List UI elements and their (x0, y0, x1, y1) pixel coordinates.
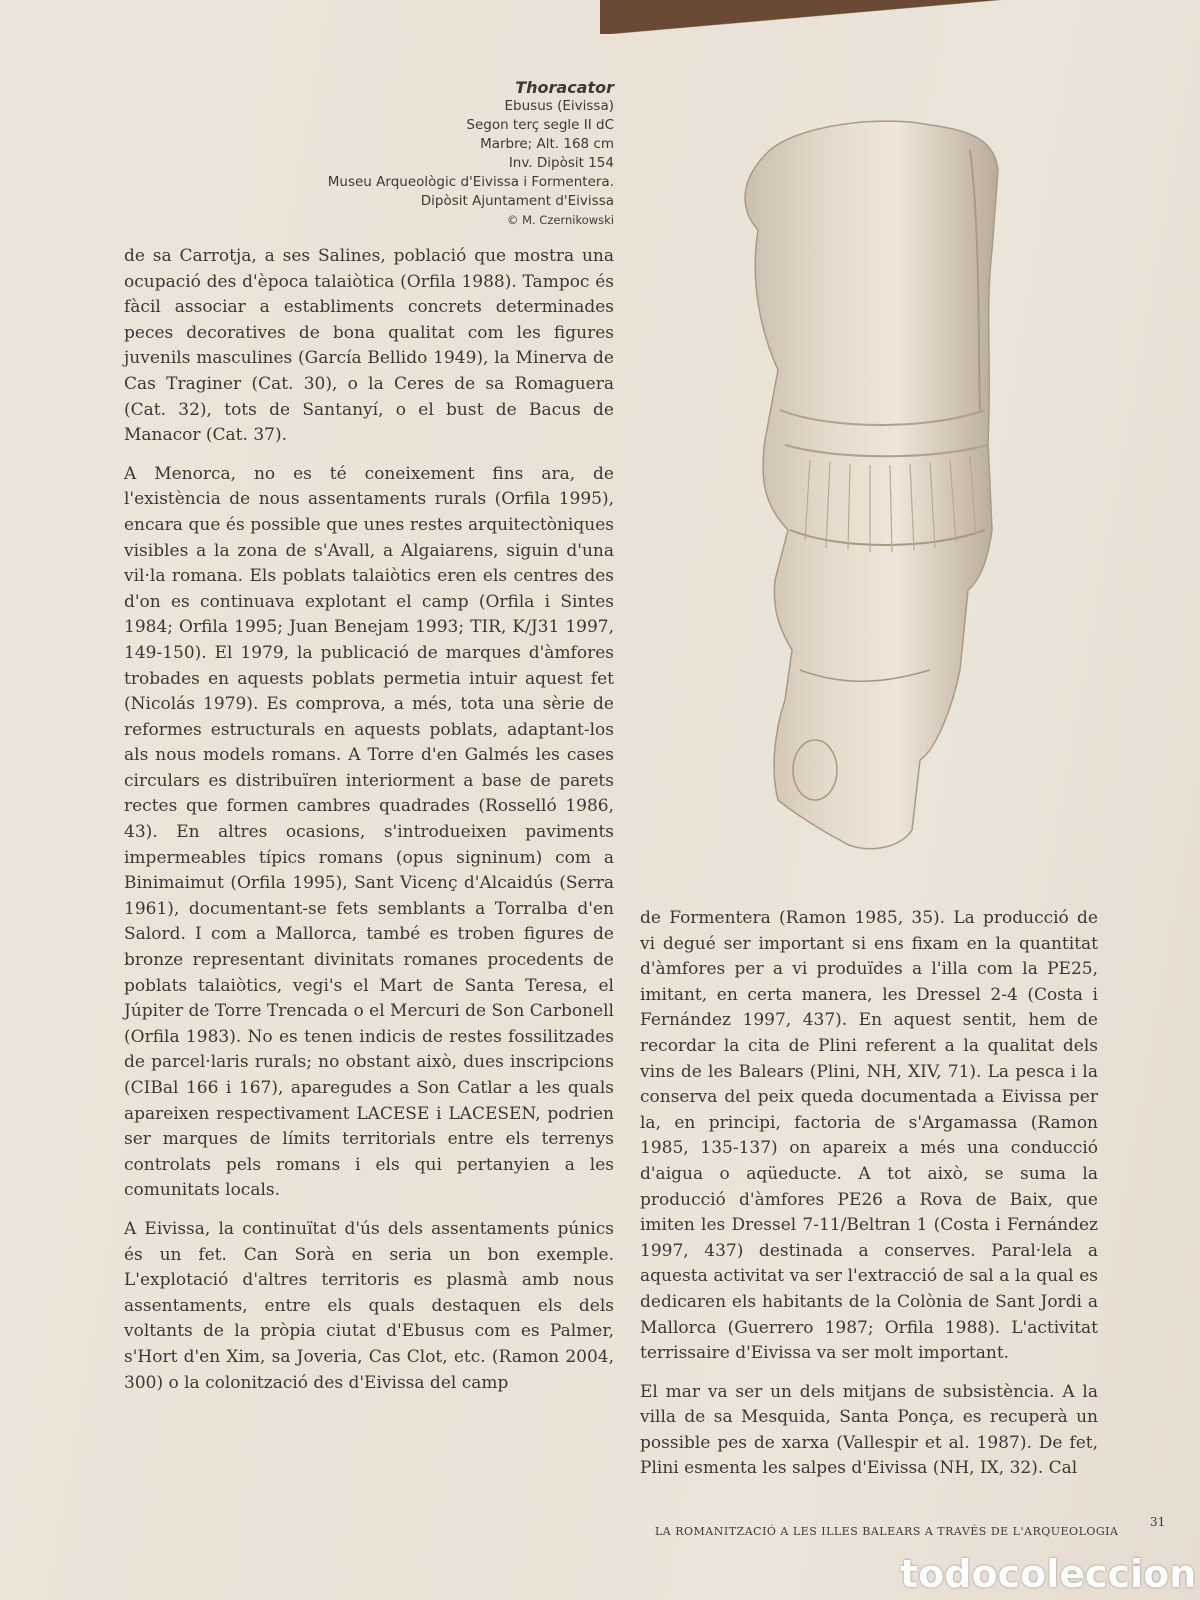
caption-date: Segon terç segle II dC (466, 117, 614, 133)
figure-caption (328, 78, 614, 230)
right-paragraph-1: de Formentera (Ramon 1985, 35). La producció de vi degué ser important si ens fixam en la quantitat d'àmfores per a vi produïdes a l'illa com la PE25, imitant, en certa manera, les Dressel 2-4 (Costa i Fernández 1997, 437). En aquest sentit, hem de recordar la cita de Plini referent a la qualitat dels vins de les Balears (Plini, NH, XIV, 71). La pesca i la conserva del peix queda documentada a Eivissa per la, en principi, factoria de s'Argamassa (Ramon 1985, 135-137) on apareix a més una conducció d'aigua o aqüeducte. A tot això, se suma la producció d'àmfores PE26 a Rova de Baix, que imiten les Dressel 7-11/Beltran 1 (Costa i Fernández 1997, 437) destinada a conserves. Paral·lela a aquesta activitat va ser l'extracció de sal a la qual es dedicaren els habitants de la Colònia de Sant Jordi a Mallorca (Guerrero 1987; Orfila 1988). L'activitat terrissaire d'Eivissa va ser molt important. (640, 908, 1098, 1364)
caption-inventory: Inv. Dipòsit 154 (508, 155, 614, 171)
running-title: LA ROMANITZACIÓ A LES ILLES BALEARS A TRAVÉS DE L'ARQUEOLOGIA (655, 1525, 1119, 1538)
left-paragraph-3: A Eivissa, la continuïtat d'ús dels assentaments púnics és un fet. Can Sorà en seria un bon exemple. L'explotació d'altres territoris es plasmà amb nous assentaments, entre els quals destaquen els dels voltants de la pròpia ciutat d'Ebusus com es Palmer, s'Hort d'en Xim, sa Joveria, Cas Clot, etc. (Ramon 2004, 300) o la colonització des d'Eivissa del camp (124, 1218, 614, 1393)
caption-museum: Museu Arqueològic d'Eivissa i Formentera. (327, 174, 614, 190)
thoracator-statue-image (730, 110, 1030, 870)
caption-place: Ebusus (Eivissa) (504, 98, 614, 114)
right-paragraph-2: El mar va ser un dels mitjans de subsistència. A la villa de sa Mesquida, Santa Ponça, es recuperà un possible pes de xarxa (Vallespir et al. 1987). De fet, Plini esmenta les salpes d'Eivissa (NH, IX, 32). Cal (640, 1381, 1098, 1479)
caption-credit: © M. Czernikowski (506, 213, 614, 227)
table-corner (600, 0, 1200, 34)
caption-material: Marbre; Alt. 168 cm (480, 136, 614, 152)
left-paragraph-1: de sa Carrotja, a ses Salines, població que mostra una ocupació des d'època talaiòtica (Orfila 1988). Tampoc és fàcil associar a establiments concrets determinades peces decoratives de bona qualitat com les figures juvenils masculines (García Bellido 1949), la Minerva de Cas Traginer (Cat. 30), o la Ceres de sa Romaguera (Cat. 32), tots de Santanyí, o el bust de Bacus de Manacor (Cat. 37). (124, 246, 614, 446)
caption-deposit: Dipòsit Ajuntament d'Eivissa (420, 193, 614, 209)
left-paragraph-2: A Menorca, no es té coneixement fins ara, de l'existència de nous assentaments rurals (Orfila 1995), encara que és possible que unes restes arquitectòniques visibles a la zona de s'Avall, a Algaiarens, siguin d'una vil·la romana. Els poblats talaiòtics eren els centres des d'on es continuava explotant el camp (Orfila i Sintes 1984; Orfila 1995; Juan Benejam 1993; TIR, K/J31 1997, 149-150). El 1979, la publicació de marques d'àmfores trobades en aquests poblats permetia intuir aquest fet (Nicolás 1979). Es comprova, a més, tota una sèrie de reformes estructurals en aquests poblats, adaptant-los als nous models romans. A Torre d'en Galmés les cases circulars es distribuïren interiorment a base de parets rectes que formen cambres quadrades (Rosselló 1986, 43). En altres ocasions, s'introdueixen paviments impermeables típics romans (opus signinum) com a Binimaimut (Orfila 1995), Sant Vicenç d'Alcaidús (Serra 1961), documentant-se fets semblants a Torralba d'en Salord. I com a Mallorca, també es troben figures de bronze representant divinitats romanes procedents de poblats talaiòtics, vegi's el Mart de Santa Teresa, el Júpiter de Torre Trencada o el Mercuri de Son Carbonell (Orfila 1983). No es tenen indicis de restes fossilitzades de parcel·laris rurals; no obstant això, dues inscripcions (CIBal 166 i 167), aparegudes a Son Catlar a les quals apareixen respectivament LACESE i LACESEN, podrien ser marques de límits territorials entre els terrenys controlats pels romans i els qui pertanyien a les comunitats locals. (124, 463, 614, 1201)
watermark-logo: todocoleccion (900, 1552, 1197, 1596)
page-number: 31 (1150, 1515, 1166, 1529)
caption-title: Thoracator (515, 78, 614, 97)
left-text-column (124, 244, 614, 1409)
right-text-column (640, 906, 1098, 1495)
